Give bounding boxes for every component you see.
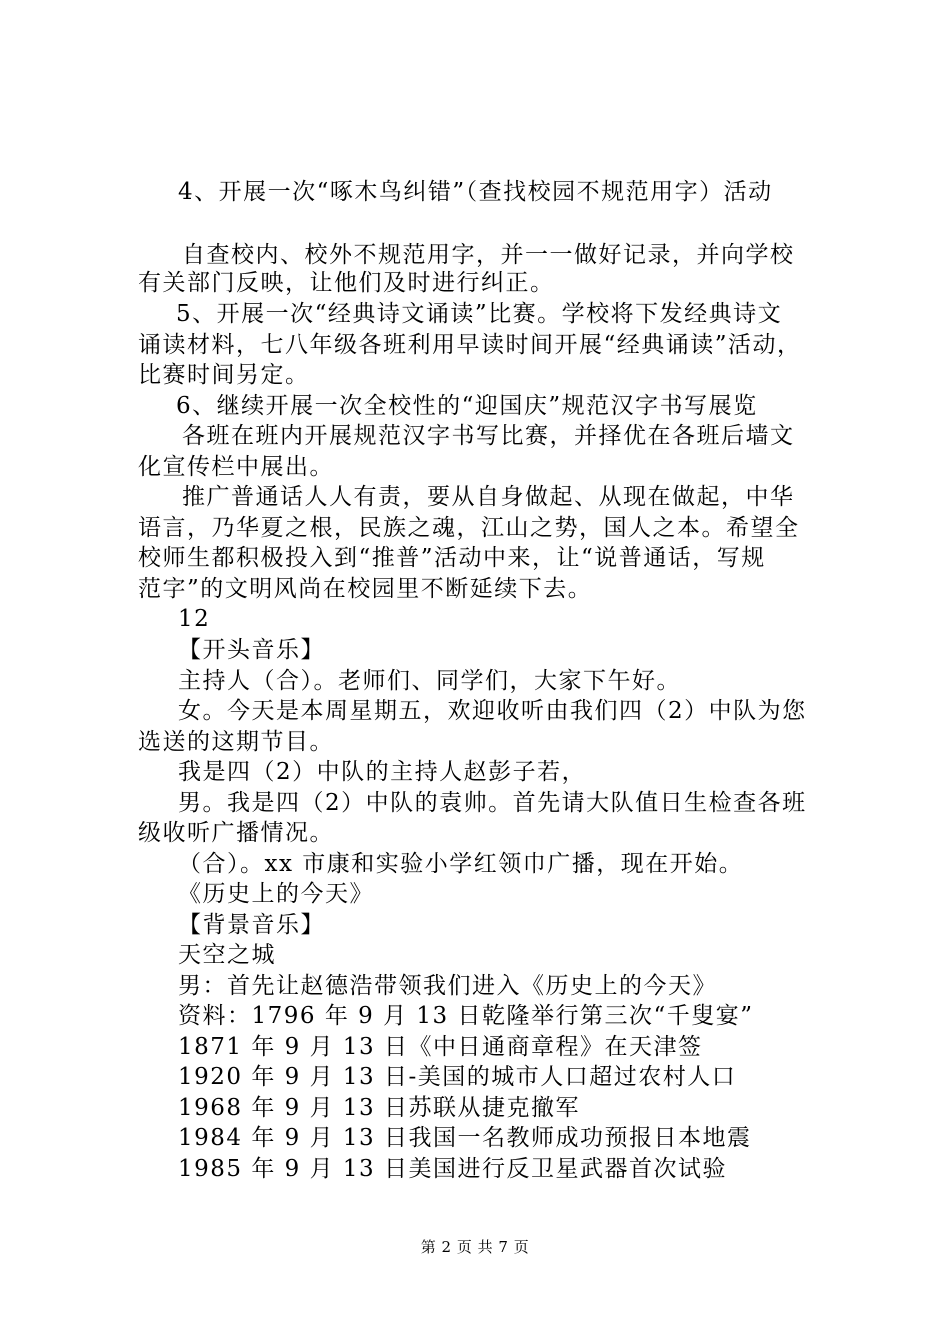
text-line: 自查校内、校外不规范用字，并一一做好记录，并向学校 — [182, 242, 795, 268]
text-line: 《历史上的今天》 — [178, 881, 374, 907]
text-line: 语言，乃华夏之根，民族之魂，江山之势，国人之本。希望全 — [138, 515, 800, 541]
text-line: 4、开展一次“啄木鸟纠错”（查找校园不规范用字）活动 — [178, 179, 773, 205]
text-line: 化宣传栏中展出。 — [138, 454, 334, 480]
text-line: 1871 年 9 月 13 日《中日通商章程》在天津签 — [178, 1034, 703, 1060]
text-line: 有关部门反映，让他们及时进行纠正。 — [138, 270, 555, 296]
text-line: 我是四（2）中队的主持人赵彭子若， — [178, 759, 587, 785]
text-line: 女。今天是本周星期五，欢迎收听由我们四（2）中队为您 — [178, 698, 807, 724]
text-line: 天空之城 — [178, 942, 276, 968]
text-line: 各班在班内开展规范汉字书写比赛，并择优在各班后墙文 — [182, 423, 795, 449]
text-line: 比赛时间另定。 — [138, 362, 310, 388]
text-line: 推广普通话人人有责，要从自身做起、从现在做起，中华 — [182, 484, 795, 510]
text-line: 6、继续开展一次全校性的“迎国庆”规范汉字书写展览 — [176, 393, 758, 419]
text-line: 12 — [178, 606, 211, 632]
text-line: 1984 年 9 月 13 日我国一名教师成功预报日本地震 — [178, 1125, 752, 1151]
text-line: 主持人（合）。老师们、同学们，大家下午好。 — [178, 668, 681, 694]
text-line: 【背景音乐】 — [178, 912, 325, 938]
text-line: 选送的这期节目。 — [138, 729, 334, 755]
text-line: 【开头音乐】 — [178, 637, 325, 663]
text-line: 男：首先让赵德浩带领我们进入《历史上的今天》 — [178, 973, 717, 999]
text-line: 资料：1796 年 9 月 13 日乾隆举行第三次“千叟宴” — [178, 1003, 754, 1029]
text-line: 1920 年 9 月 13 日-美国的城市人口超过农村人口 — [178, 1064, 737, 1090]
text-line: 男。我是四（2）中队的袁帅。首先请大队值日生检查各班 — [178, 790, 807, 816]
text-line: 1968 年 9 月 13 日苏联从捷克撤军 — [178, 1095, 580, 1121]
text-line: （合）。xx 市康和实验小学红领巾广播，现在开始。 — [178, 851, 744, 877]
text-line: 范字”的文明风尚在校园里不断延续下去。 — [138, 576, 593, 602]
text-line: 5、开展一次“经典诗文诵读”比赛。学校将下发经典诗文 — [176, 301, 783, 327]
text-line: 1985 年 9 月 13 日美国进行反卫星武器首次试验 — [178, 1156, 727, 1182]
text-line: 级收听广播情况。 — [138, 820, 334, 846]
text-line: 诵读材料，七八年级各班利用早读时间开展“经典诵读”活动， — [138, 332, 802, 358]
page-number-footer: 第 2 页 共 7 页 — [420, 1238, 530, 1256]
text-line: 校师生都积极投入到“推普”活动中来，让“说普通话，写规 — [138, 545, 766, 571]
